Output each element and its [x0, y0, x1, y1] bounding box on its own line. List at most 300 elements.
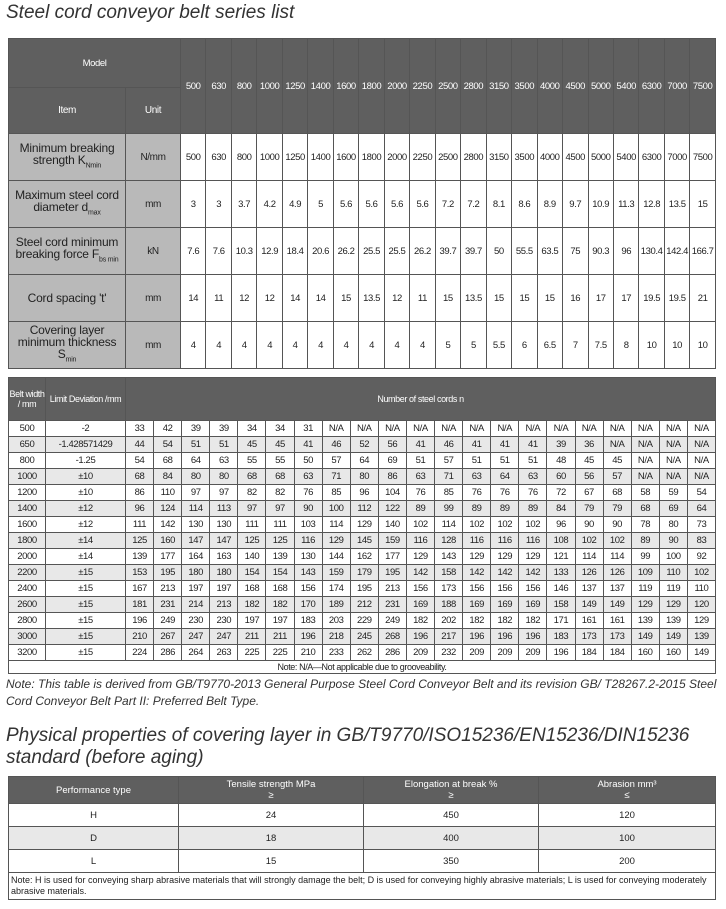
cord-count-cell: 68 — [238, 469, 266, 485]
cord-count-cell: 110 — [659, 565, 687, 581]
cord-count-cell: 181 — [126, 597, 154, 613]
properties-table-note: Note: H is used for conveying sharp abrasive materials that will strongly damage the belt; D is used for conveying highly abrasive materials; L is used for conveying moderately abrasive materials. — [9, 873, 716, 900]
spec-value-cell: 5 — [308, 181, 333, 228]
spec-value-cell: 4 — [308, 322, 333, 369]
cord-count-cell: 233 — [322, 645, 350, 661]
cord-count-cell: 76 — [406, 485, 434, 501]
elongation-cell: 400 — [364, 827, 539, 850]
belt-width-cell: 2600 — [9, 597, 46, 613]
cord-count-cell: 231 — [378, 597, 406, 613]
cord-count-cell: 129 — [519, 549, 547, 565]
cord-count-cell: 34 — [238, 421, 266, 437]
cord-count-cell: 76 — [294, 485, 322, 501]
performance-type-header: Performance type — [9, 777, 179, 804]
spec-value-cell: 39.7 — [435, 228, 460, 275]
cord-count-cell: 97 — [266, 501, 294, 517]
model-column-header: 6300 — [639, 39, 664, 134]
cord-count-cell: 80 — [659, 517, 687, 533]
spec-value-cell: 3 — [181, 181, 206, 228]
cord-count-cell: 232 — [435, 645, 463, 661]
spec-value-cell: 10 — [664, 322, 689, 369]
cord-count-cell: 139 — [631, 613, 659, 629]
model-column-header: 2500 — [435, 39, 460, 134]
cord-count-cell: 84 — [154, 469, 182, 485]
cord-count-cell: 92 — [687, 549, 715, 565]
cord-count-cell: N/A — [575, 421, 603, 437]
limit-deviation-cell: ±15 — [46, 597, 126, 613]
elongation-header-condition: ≥ — [448, 790, 454, 801]
cord-count-cell: 145 — [350, 533, 378, 549]
spec-value-cell: 10.3 — [231, 228, 256, 275]
cord-count-cell: 113 — [210, 501, 238, 517]
spec-value-cell: 11.3 — [613, 181, 638, 228]
cord-count-cell: 39 — [210, 421, 238, 437]
spec-value-cell: 5 — [435, 322, 460, 369]
cord-count-cell: N/A — [631, 469, 659, 485]
limit-deviation-cell: ±10 — [46, 469, 126, 485]
model-column-header: 1800 — [359, 39, 384, 134]
spec-value-cell: 5.6 — [410, 181, 435, 228]
cord-count-cell: 82 — [238, 485, 266, 501]
abrasion-cell: 200 — [539, 850, 716, 873]
spec-value-cell: 10 — [639, 322, 664, 369]
model-column-header: 3500 — [512, 39, 537, 134]
spec-row-label: Maximum steel cord diameter $d_{max}$ — [9, 181, 126, 228]
cord-count-cell: 33 — [126, 421, 154, 437]
cord-count-cell: 116 — [491, 533, 519, 549]
spec-value-cell: 13.5 — [359, 275, 384, 322]
cord-count-cell: 41 — [463, 437, 491, 453]
cord-count-cell: 143 — [294, 565, 322, 581]
spec-value-cell: 1400 — [308, 134, 333, 181]
cord-count-cell: 196 — [491, 629, 519, 645]
cord-count-cell: N/A — [350, 421, 378, 437]
spec-row-label: Steel cord minimum breaking force $F_{bs min}$ — [9, 228, 126, 275]
cord-count-cell: 213 — [378, 581, 406, 597]
cord-count-cell: 97 — [238, 501, 266, 517]
cord-count-cell: 122 — [378, 501, 406, 517]
table-row — [9, 453, 716, 469]
cord-count-cell: 160 — [659, 645, 687, 661]
spec-value-cell: 14 — [282, 275, 307, 322]
spec-row-label: Minimum breaking strength $K_{Nmin}$ — [9, 134, 126, 181]
spec-value-cell: 4 — [206, 322, 231, 369]
table-row — [9, 581, 716, 597]
cord-count-cell: 129 — [659, 597, 687, 613]
abrasion-header-label: Abrasion mm³ — [597, 779, 657, 790]
spec-value-cell: 4 — [410, 322, 435, 369]
spec-value-cell: 4.9 — [282, 181, 307, 228]
spec-value-cell: 130.4 — [639, 228, 664, 275]
belt-width-cell: 1400 — [9, 501, 46, 517]
spec-value-cell: 4500 — [563, 134, 588, 181]
table-row — [9, 613, 716, 629]
cord-count-cell: 184 — [603, 645, 631, 661]
spec-value-cell: 9.7 — [563, 181, 588, 228]
spec-value-cell: 7000 — [664, 134, 689, 181]
model-column-header: 2000 — [384, 39, 409, 134]
spec-row — [9, 275, 716, 322]
spec-value-cell: 2800 — [461, 134, 486, 181]
unit-header: Unit — [126, 88, 181, 134]
cord-count-cell: 111 — [126, 517, 154, 533]
spec-value-cell: 8.9 — [537, 181, 562, 228]
spec-value-cell: 12.9 — [257, 228, 282, 275]
cord-count-cell: 116 — [519, 533, 547, 549]
belt-width-cell: 2200 — [9, 565, 46, 581]
cord-count-cell: 68 — [126, 469, 154, 485]
cord-count-cell: 211 — [266, 629, 294, 645]
cord-count-cell: 182 — [266, 597, 294, 613]
cord-count-cell: 245 — [350, 629, 378, 645]
cord-count-cell: N/A — [631, 437, 659, 453]
cord-count-cell: 68 — [631, 501, 659, 517]
cord-count-cell: 159 — [322, 565, 350, 581]
cord-count-cell: 119 — [659, 581, 687, 597]
cord-count-cell: 140 — [378, 517, 406, 533]
cord-count-cell: 86 — [378, 469, 406, 485]
cord-count-cell: 214 — [182, 597, 210, 613]
cord-count-cell: 76 — [463, 485, 491, 501]
cord-count-cell: 159 — [378, 533, 406, 549]
cord-count-cell: 102 — [406, 517, 434, 533]
cord-count-cell: 196 — [126, 613, 154, 629]
spec-value-cell: 2500 — [435, 134, 460, 181]
cord-count-cell: 114 — [603, 549, 631, 565]
cord-count-cell: 97 — [210, 485, 238, 501]
spec-value-cell: 25.5 — [384, 228, 409, 275]
cord-count-cell: N/A — [547, 421, 575, 437]
cord-count-cell: 71 — [322, 469, 350, 485]
limit-deviation-cell: ±15 — [46, 565, 126, 581]
cord-count-header: Number of steel cords n — [126, 378, 716, 421]
abrasion-cell: 100 — [539, 827, 716, 850]
cord-count-cell: 129 — [687, 613, 715, 629]
cord-count-cell: 125 — [126, 533, 154, 549]
spec-value-cell: 4000 — [537, 134, 562, 181]
page-title: Steel cord conveyor belt series list — [6, 2, 295, 23]
cord-count-cell: 149 — [687, 645, 715, 661]
cord-count-cell: 64 — [350, 453, 378, 469]
belt-width-cell: 3000 — [9, 629, 46, 645]
cord-count-cell: 139 — [126, 549, 154, 565]
cord-count-cell: 161 — [603, 613, 631, 629]
spec-value-cell: 12.8 — [639, 181, 664, 228]
cord-count-cell: 130 — [294, 549, 322, 565]
spec-value-cell: 15 — [537, 275, 562, 322]
cord-count-cell: 177 — [154, 549, 182, 565]
table-row — [9, 804, 716, 827]
cord-count-cell: 142 — [406, 565, 434, 581]
cord-count-cell: 31 — [294, 421, 322, 437]
belt-width-cell: 500 — [9, 421, 46, 437]
cord-count-cell: 63 — [519, 469, 547, 485]
limit-deviation-cell: ±15 — [46, 629, 126, 645]
cord-count-cell: 174 — [322, 581, 350, 597]
spec-value-cell: 166.7 — [690, 228, 715, 275]
abrasion-header-condition: ≤ — [624, 790, 630, 801]
cord-count-cell: 41 — [294, 437, 322, 453]
cord-count-cell: 41 — [519, 437, 547, 453]
cord-count-cell: 83 — [687, 533, 715, 549]
cord-count-cell: 129 — [406, 549, 434, 565]
spec-value-cell: 8.1 — [486, 181, 511, 228]
cord-count-cell: 195 — [154, 565, 182, 581]
belt-width-cell: 650 — [9, 437, 46, 453]
spec-row — [9, 228, 716, 275]
cord-count-cell: 76 — [491, 485, 519, 501]
cord-count-cell: 114 — [182, 501, 210, 517]
cord-count-cell: 34 — [266, 421, 294, 437]
limit-deviation-cell: ±15 — [46, 581, 126, 597]
cord-count-cell: 112 — [350, 501, 378, 517]
spec-value-cell: 5.6 — [384, 181, 409, 228]
spec-value-cell: 11 — [410, 275, 435, 322]
cord-count-cell: 168 — [266, 581, 294, 597]
limit-deviation-cell: ±12 — [46, 517, 126, 533]
spec-value-cell: 500 — [181, 134, 206, 181]
model-column-header: 5400 — [613, 39, 638, 134]
spec-value-cell: 7.2 — [435, 181, 460, 228]
spec-value-cell: 3500 — [512, 134, 537, 181]
cord-count-cell: 156 — [406, 581, 434, 597]
spec-value-cell: 63.5 — [537, 228, 562, 275]
cord-count-cell: 213 — [210, 597, 238, 613]
cord-count-cell: 160 — [154, 533, 182, 549]
cord-count-cell: 247 — [182, 629, 210, 645]
limit-deviation-cell: ±12 — [46, 501, 126, 517]
cord-count-cell: N/A — [435, 421, 463, 437]
cord-count-cell: 225 — [266, 645, 294, 661]
cord-count-cell: 139 — [659, 613, 687, 629]
spec-value-cell: 19.5 — [639, 275, 664, 322]
cord-count-cell: 45 — [266, 437, 294, 453]
cord-count-cell: 64 — [182, 453, 210, 469]
cord-count-cell: 51 — [210, 437, 238, 453]
limit-deviation-cell: ±14 — [46, 549, 126, 565]
spec-row-label: Cord spacing 't' — [9, 275, 126, 322]
limit-deviation-header: Limit Deviation /mm — [46, 378, 126, 421]
cord-count-cell: 51 — [406, 453, 434, 469]
spec-value-cell: 12 — [384, 275, 409, 322]
spec-value-cell: 5.6 — [333, 181, 358, 228]
spec-value-cell: 3150 — [486, 134, 511, 181]
cord-count-cell: 102 — [491, 517, 519, 533]
cord-count-cell: 169 — [519, 597, 547, 613]
cord-count-cell: N/A — [687, 437, 715, 453]
cord-count-cell: 64 — [491, 469, 519, 485]
cord-count-cell: 54 — [126, 453, 154, 469]
cord-count-cell: 104 — [378, 485, 406, 501]
spec-value-cell: 14 — [181, 275, 206, 322]
cord-count-cell: 116 — [294, 533, 322, 549]
cord-count-cell: 263 — [210, 645, 238, 661]
belt-width-cell: 2000 — [9, 549, 46, 565]
cord-count-cell: 164 — [182, 549, 210, 565]
cord-count-cell: 153 — [126, 565, 154, 581]
cord-count-cell: 120 — [687, 597, 715, 613]
table-note: Note: This table is derived from GB/T9770-2013 General Purpose Steel Cord Conveyor Belt and its revision GB/ T28267.2-2015 Steel Cord Conveyor Belt Part II: Preferred Belt Type. — [6, 677, 717, 708]
cord-count-cell: 210 — [126, 629, 154, 645]
cord-count-cell: 72 — [547, 485, 575, 501]
cord-count-cell: 196 — [406, 629, 434, 645]
spec-row-label: Covering layer minimum thickness $S_{min}$ — [9, 322, 126, 369]
cord-count-cell: 68 — [603, 485, 631, 501]
cord-count-cell: 154 — [266, 565, 294, 581]
spec-value-cell: 1000 — [257, 134, 282, 181]
spec-value-cell: 12 — [257, 275, 282, 322]
abrasion-header — [539, 777, 716, 804]
cord-count-cell: 137 — [575, 581, 603, 597]
model-column-header: 7500 — [690, 39, 715, 134]
cord-count-cell: 55 — [238, 453, 266, 469]
spec-value-cell: 10 — [690, 322, 715, 369]
cord-count-cell: 114 — [322, 517, 350, 533]
model-column-header: 4500 — [563, 39, 588, 134]
cord-count-cell: 212 — [350, 597, 378, 613]
cord-count-cell: 286 — [154, 645, 182, 661]
cord-count-cell: 121 — [547, 549, 575, 565]
spec-value-cell: 4 — [384, 322, 409, 369]
cord-count-cell: 267 — [154, 629, 182, 645]
cord-count-cell: 108 — [547, 533, 575, 549]
cord-count-cell: 209 — [406, 645, 434, 661]
spec-value-cell: 15 — [512, 275, 537, 322]
cord-count-cell: 139 — [266, 549, 294, 565]
table-row — [9, 565, 716, 581]
spec-value-cell: 6 — [512, 322, 537, 369]
table-row — [9, 485, 716, 501]
cord-count-cell: 125 — [238, 533, 266, 549]
performance-type-cell: H — [9, 804, 179, 827]
cord-count-cell: 203 — [322, 613, 350, 629]
tensile-strength-cell: 18 — [179, 827, 364, 850]
cord-count-cell: 158 — [547, 597, 575, 613]
spec-value-cell: 5.6 — [359, 181, 384, 228]
cord-count-cell: 46 — [322, 437, 350, 453]
cord-count-cell: 89 — [631, 533, 659, 549]
cord-count-cell: 154 — [238, 565, 266, 581]
spec-value-cell: 11 — [206, 275, 231, 322]
cord-count-cell: 213 — [154, 581, 182, 597]
cord-count-cell: 48 — [547, 453, 575, 469]
cord-count-cell: 182 — [463, 613, 491, 629]
cord-count-cell: 45 — [575, 453, 603, 469]
cord-count-cell: 69 — [659, 501, 687, 517]
spec-value-cell: 3 — [206, 181, 231, 228]
cord-count-cell: 183 — [547, 629, 575, 645]
model-column-header: 1000 — [257, 39, 282, 134]
cord-count-cell: 217 — [435, 629, 463, 645]
cord-count-cell: 102 — [575, 533, 603, 549]
spec-value-cell: 142.4 — [664, 228, 689, 275]
cord-count-cell: 125 — [266, 533, 294, 549]
cord-count-cell: 71 — [435, 469, 463, 485]
spec-value-cell: 7 — [563, 322, 588, 369]
cord-count-cell: N/A — [631, 421, 659, 437]
spec-value-cell: 17 — [613, 275, 638, 322]
spec-value-cell: 5.5 — [486, 322, 511, 369]
cord-count-cell: 195 — [378, 565, 406, 581]
belt-width-cell: 2400 — [9, 581, 46, 597]
cord-count-cell: 143 — [435, 549, 463, 565]
cord-count-cell: 51 — [519, 453, 547, 469]
spec-value-cell: 5 — [461, 322, 486, 369]
cord-count-cell: 96 — [126, 501, 154, 517]
cord-count-cell: 229 — [350, 613, 378, 629]
cord-count-cell: 109 — [631, 565, 659, 581]
cord-count-cell: N/A — [603, 437, 631, 453]
cord-count-cell: 84 — [547, 501, 575, 517]
cord-count-cell: 149 — [603, 597, 631, 613]
spec-value-cell: 4 — [333, 322, 358, 369]
table-row — [9, 645, 716, 661]
cord-count-cell: 45 — [238, 437, 266, 453]
cord-count-cell: 169 — [463, 597, 491, 613]
spec-value-cell: 55.5 — [512, 228, 537, 275]
cord-count-cell: 230 — [182, 613, 210, 629]
cord-count-cell: 86 — [126, 485, 154, 501]
cord-count-cell: 129 — [491, 549, 519, 565]
model-column-header: 3150 — [486, 39, 511, 134]
table-row — [9, 469, 716, 485]
cord-count-cell: N/A — [659, 437, 687, 453]
cord-count-cell: 56 — [378, 437, 406, 453]
spec-value-cell: 6.5 — [537, 322, 562, 369]
cord-count-cell: 89 — [519, 501, 547, 517]
spec-row-subscript: bs min — [99, 256, 119, 264]
cord-count-cell: 142 — [519, 565, 547, 581]
belt-width-header: Belt width / mm — [9, 378, 46, 421]
cord-count-cell: 114 — [435, 517, 463, 533]
cord-count-cell: 64 — [687, 501, 715, 517]
spec-value-cell: 15 — [435, 275, 460, 322]
cord-count-cell: 96 — [547, 517, 575, 533]
cord-count-cell: N/A — [491, 421, 519, 437]
spec-value-cell: 2250 — [410, 134, 435, 181]
cord-count-cell: 63 — [406, 469, 434, 485]
limit-deviation-cell: -1.428571429 — [46, 437, 126, 453]
spec-value-cell: 1600 — [333, 134, 358, 181]
spec-value-cell: 39.7 — [461, 228, 486, 275]
cord-count-cell: N/A — [603, 421, 631, 437]
cord-count-cell: 196 — [519, 629, 547, 645]
cord-count-cell: 80 — [210, 469, 238, 485]
cord-count-cell: 144 — [322, 549, 350, 565]
cord-count-cell: 54 — [154, 437, 182, 453]
table-row — [9, 629, 716, 645]
model-column-header: 1600 — [333, 39, 358, 134]
cord-count-cell: 89 — [406, 501, 434, 517]
spec-row-unit: kN — [126, 228, 181, 275]
cord-count-cell: 162 — [350, 549, 378, 565]
spec-row-unit: mm — [126, 181, 181, 228]
cord-count-cell: 90 — [659, 533, 687, 549]
cord-count-cell: 51 — [463, 453, 491, 469]
cord-count-cell: 231 — [154, 597, 182, 613]
cord-count-cell: 110 — [687, 581, 715, 597]
spec-value-cell: 6300 — [639, 134, 664, 181]
cord-count-cell: 103 — [294, 517, 322, 533]
cord-count-cell: 195 — [350, 581, 378, 597]
cord-count-cell: N/A — [322, 421, 350, 437]
cord-count-cell: 286 — [378, 645, 406, 661]
spec-row — [9, 322, 716, 369]
cord-count-cell: 41 — [406, 437, 434, 453]
belt-width-cell: 1000 — [9, 469, 46, 485]
table-row — [9, 421, 716, 437]
model-header: Model — [9, 39, 181, 88]
